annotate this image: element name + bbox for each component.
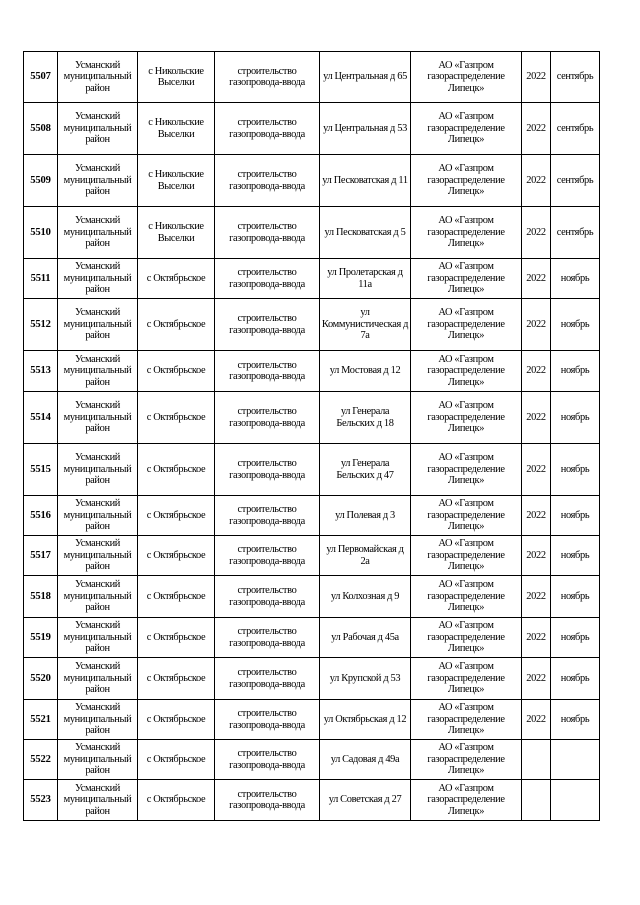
year-cell: 2022 [522,444,551,496]
work-type-cell: строительство газопровода-ввода [215,259,320,299]
work-type-cell: строительство газопровода-ввода [215,496,320,536]
district-cell: Усманский муниципальный район [58,700,138,740]
district-cell: Усманский муниципальный район [58,52,138,103]
row-number-cell: 5512 [24,299,58,351]
row-number-cell: 5514 [24,392,58,444]
year-cell: 2022 [522,536,551,576]
district-cell: Усманский муниципальный район [58,259,138,299]
work-type-cell: строительство газопровода-ввода [215,444,320,496]
work-type-cell: строительство газопровода-ввода [215,207,320,259]
month-cell: ноябрь [551,618,600,658]
district-cell: Усманский муниципальный район [58,658,138,700]
row-number-cell: 5507 [24,52,58,103]
address-cell: ул Мостовая д 12 [320,351,411,392]
row-number-cell: 5523 [24,780,58,821]
district-cell: Усманский муниципальный район [58,155,138,207]
row-number-cell: 5520 [24,658,58,700]
month-cell: ноябрь [551,259,600,299]
address-cell: ул Генерала Бельских д 47 [320,444,411,496]
month-cell [551,780,600,821]
table-row [24,658,600,700]
row-number-cell: 5513 [24,351,58,392]
row-number-cell: 5510 [24,207,58,259]
district-cell: Усманский муниципальный район [58,576,138,618]
row-number-cell: 5518 [24,576,58,618]
table-row [24,299,600,351]
row-number-cell: 5509 [24,155,58,207]
gas-connection-register-table [23,51,600,821]
locality-cell: с Октябрьское [138,740,215,780]
locality-cell: с Октябрьское [138,444,215,496]
organization-cell: АО «Газпром газораспределение Липецк» [411,52,522,103]
row-number-cell: 5511 [24,259,58,299]
organization-cell: АО «Газпром газораспределение Липецк» [411,536,522,576]
month-cell: сентябрь [551,52,600,103]
row-number-cell: 5515 [24,444,58,496]
table-row [24,536,600,576]
year-cell: 2022 [522,576,551,618]
month-cell: ноябрь [551,576,600,618]
table-row [24,496,600,536]
address-cell: ул Рабочая д 45а [320,618,411,658]
table-row [24,155,600,207]
month-cell: ноябрь [551,444,600,496]
row-number-cell: 5519 [24,618,58,658]
work-type-cell: строительство газопровода-ввода [215,700,320,740]
work-type-cell: строительство газопровода-ввода [215,392,320,444]
row-number-cell: 5522 [24,740,58,780]
address-cell: ул Советская д 27 [320,780,411,821]
month-cell: ноябрь [551,496,600,536]
year-cell [522,780,551,821]
district-cell: Усманский муниципальный район [58,536,138,576]
locality-cell: с Октябрьское [138,536,215,576]
year-cell: 2022 [522,618,551,658]
table-row [24,52,600,103]
address-cell: ул Центральная д 53 [320,103,411,155]
year-cell: 2022 [522,351,551,392]
address-cell: ул Коммунистическая д 7а [320,299,411,351]
row-number-cell: 5521 [24,700,58,740]
month-cell: ноябрь [551,351,600,392]
district-cell: Усманский муниципальный район [58,740,138,780]
locality-cell: с Октябрьское [138,299,215,351]
year-cell: 2022 [522,658,551,700]
table-row [24,103,600,155]
organization-cell: АО «Газпром газораспределение Липецк» [411,618,522,658]
district-cell: Усманский муниципальный район [58,618,138,658]
table-row [24,700,600,740]
work-type-cell: строительство газопровода-ввода [215,103,320,155]
address-cell: ул Садовая д 49а [320,740,411,780]
locality-cell: с Октябрьское [138,780,215,821]
address-cell: ул Центральная д 65 [320,52,411,103]
work-type-cell: строительство газопровода-ввода [215,52,320,103]
table-row [24,392,600,444]
month-cell: ноябрь [551,700,600,740]
month-cell: ноябрь [551,658,600,700]
table-row [24,576,600,618]
locality-cell: с Октябрьское [138,658,215,700]
month-cell: сентябрь [551,103,600,155]
row-number-cell: 5516 [24,496,58,536]
district-cell: Усманский муниципальный район [58,392,138,444]
table-row [24,444,600,496]
work-type-cell: строительство газопровода-ввода [215,576,320,618]
work-type-cell: строительство газопровода-ввода [215,618,320,658]
address-cell: ул Пролетарская д 11а [320,259,411,299]
address-cell: ул Полевая д 3 [320,496,411,536]
locality-cell: с Никольские Выселки [138,155,215,207]
organization-cell: АО «Газпром газораспределение Липецк» [411,155,522,207]
address-cell: ул Первомайская д 2а [320,536,411,576]
table-row [24,207,600,259]
locality-cell: с Октябрьское [138,618,215,658]
work-type-cell: строительство газопровода-ввода [215,740,320,780]
month-cell [551,740,600,780]
address-cell: ул Песковатская д 5 [320,207,411,259]
year-cell: 2022 [522,207,551,259]
table-row [24,618,600,658]
year-cell: 2022 [522,299,551,351]
organization-cell: АО «Газпром газораспределение Липецк» [411,392,522,444]
district-cell: Усманский муниципальный район [58,444,138,496]
address-cell: ул Крупской д 53 [320,658,411,700]
work-type-cell: строительство газопровода-ввода [215,536,320,576]
month-cell: ноябрь [551,536,600,576]
organization-cell: АО «Газпром газораспределение Липецк» [411,259,522,299]
locality-cell: с Октябрьское [138,351,215,392]
district-cell: Усманский муниципальный район [58,299,138,351]
year-cell: 2022 [522,392,551,444]
work-type-cell: строительство газопровода-ввода [215,351,320,392]
locality-cell: с Никольские Выселки [138,207,215,259]
year-cell [522,740,551,780]
year-cell: 2022 [522,103,551,155]
organization-cell: АО «Газпром газораспределение Липецк» [411,740,522,780]
work-type-cell: строительство газопровода-ввода [215,299,320,351]
locality-cell: с Октябрьское [138,259,215,299]
organization-cell: АО «Газпром газораспределение Липецк» [411,658,522,700]
locality-cell: с Октябрьское [138,700,215,740]
organization-cell: АО «Газпром газораспределение Липецк» [411,207,522,259]
locality-cell: с Никольские Выселки [138,103,215,155]
year-cell: 2022 [522,155,551,207]
organization-cell: АО «Газпром газораспределение Липецк» [411,444,522,496]
year-cell: 2022 [522,52,551,103]
locality-cell: с Октябрьское [138,496,215,536]
organization-cell: АО «Газпром газораспределение Липецк» [411,576,522,618]
district-cell: Усманский муниципальный район [58,780,138,821]
organization-cell: АО «Газпром газораспределение Липецк» [411,496,522,536]
table-row [24,740,600,780]
year-cell: 2022 [522,496,551,536]
month-cell: сентябрь [551,155,600,207]
locality-cell: с Октябрьское [138,576,215,618]
address-cell: ул Колхозная д 9 [320,576,411,618]
address-cell: ул Песковатская д 11 [320,155,411,207]
work-type-cell: строительство газопровода-ввода [215,780,320,821]
year-cell: 2022 [522,700,551,740]
table-body [24,52,600,821]
locality-cell: с Никольские Выселки [138,52,215,103]
organization-cell: АО «Газпром газораспределение Липецк» [411,299,522,351]
row-number-cell: 5508 [24,103,58,155]
address-cell: ул Генерала Бельских д 18 [320,392,411,444]
table-row [24,780,600,821]
row-number-cell: 5517 [24,536,58,576]
district-cell: Усманский муниципальный район [58,103,138,155]
organization-cell: АО «Газпром газораспределение Липецк» [411,103,522,155]
organization-cell: АО «Газпром газораспределение Липецк» [411,780,522,821]
work-type-cell: строительство газопровода-ввода [215,155,320,207]
district-cell: Усманский муниципальный район [58,351,138,392]
month-cell: ноябрь [551,299,600,351]
table-row [24,259,600,299]
year-cell: 2022 [522,259,551,299]
month-cell: сентябрь [551,207,600,259]
work-type-cell: строительство газопровода-ввода [215,658,320,700]
organization-cell: АО «Газпром газораспределение Липецк» [411,351,522,392]
district-cell: Усманский муниципальный район [58,207,138,259]
table-row [24,351,600,392]
district-cell: Усманский муниципальный район [58,496,138,536]
address-cell: ул Октябрьская д 12 [320,700,411,740]
locality-cell: с Октябрьское [138,392,215,444]
month-cell: ноябрь [551,392,600,444]
organization-cell: АО «Газпром газораспределение Липецк» [411,700,522,740]
